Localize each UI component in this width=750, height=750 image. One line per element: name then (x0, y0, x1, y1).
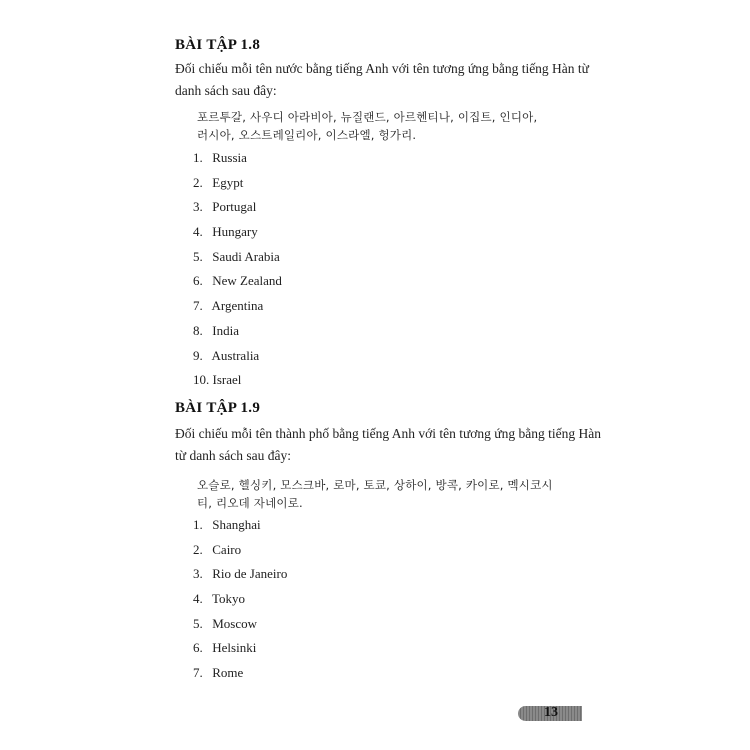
list-item (193, 639, 287, 664)
section-instruction-1-8 (175, 58, 595, 102)
korean-word-bank-1-9 (197, 476, 577, 512)
item-text: Cairo (212, 541, 242, 557)
list-item (193, 174, 282, 199)
item-number: 9. (193, 347, 203, 363)
item-number: 10. (193, 372, 210, 388)
item-text: Hungary (212, 224, 258, 240)
item-text: India (212, 322, 239, 338)
item-number: 7. (193, 665, 203, 681)
item-number: 8. (193, 322, 203, 338)
section-instruction-1-9 (175, 423, 601, 467)
item-number: 6. (193, 273, 203, 289)
list-item (193, 371, 282, 396)
list-item (193, 149, 282, 174)
instruction-line: Đối chiếu mỗi tên nước bằng tiếng Anh với tên tương ứng bằng tiếng Hàn từ (175, 61, 589, 76)
item-number: 5. (193, 248, 203, 264)
item-text: Rio de Janeiro (212, 566, 288, 582)
page-number-badge (518, 706, 582, 721)
list-item (193, 347, 282, 372)
item-text: Tokyo (212, 591, 246, 607)
list-item (193, 615, 287, 640)
item-number: 4. (193, 224, 203, 240)
item-text: Russia (212, 150, 247, 165)
list-item (193, 297, 282, 322)
country-list (193, 149, 282, 396)
item-text: Australia (211, 347, 260, 363)
city-list (193, 516, 287, 689)
item-number: 7. (193, 298, 203, 314)
list-item (193, 590, 287, 615)
item-text: Shanghai (212, 517, 261, 532)
section-heading-1-9: BÀI TẬP 1.9 (175, 400, 261, 416)
list-item (193, 664, 287, 689)
item-text: Egypt (212, 174, 244, 190)
item-text: New Zealand (212, 273, 282, 289)
item-text: Saudi Arabia (212, 248, 280, 264)
instruction-line: danh sách sau đây: (175, 83, 277, 98)
list-item (193, 223, 282, 248)
korean-line: 티, 리오데 자네이로. (197, 496, 303, 510)
list-item (193, 248, 282, 273)
list-item (193, 516, 287, 541)
item-number: 2. (193, 174, 203, 190)
item-number: 2. (193, 541, 203, 557)
korean-line: 포르투갈, 사우디 아라비아, 뉴질랜드, 아르헨티나, 이집트, 인디아, (197, 110, 538, 124)
item-number: 3. (193, 566, 203, 582)
list-item (193, 541, 287, 566)
item-number: 4. (193, 591, 203, 607)
item-number: 3. (193, 199, 203, 215)
list-item (193, 272, 282, 297)
item-text: Rome (212, 665, 244, 681)
korean-line: 오슬로, 헬싱키, 모스크바, 로마, 토쿄, 상하이, 방콕, 카이로, 멕시코시 (197, 478, 553, 492)
item-text: Portugal (212, 199, 257, 215)
item-number: 6. (193, 640, 203, 656)
item-text: Argentina (211, 298, 264, 314)
item-text: Helsinki (212, 640, 257, 656)
korean-word-bank-1-8 (197, 108, 577, 144)
instruction-line: từ danh sách sau đây: (175, 448, 292, 463)
item-text: Israel (212, 372, 242, 388)
item-text: Moscow (212, 615, 258, 631)
list-item (193, 565, 287, 590)
korean-line: 러시아, 오스트레일리아, 이스라엘, 헝가리. (197, 128, 417, 142)
section-heading-1-8: BÀI TẬP 1.8 (175, 37, 261, 53)
list-item (193, 198, 282, 223)
list-item (193, 322, 282, 347)
instruction-line: Đối chiếu mỗi tên thành phố bằng tiếng Anh với tên tương ứng bằng tiếng Hàn (175, 426, 601, 441)
page-number: 13 (544, 706, 558, 720)
item-number: 5. (193, 615, 203, 631)
item-number: 1. (193, 150, 203, 165)
item-number: 1. (193, 517, 203, 532)
